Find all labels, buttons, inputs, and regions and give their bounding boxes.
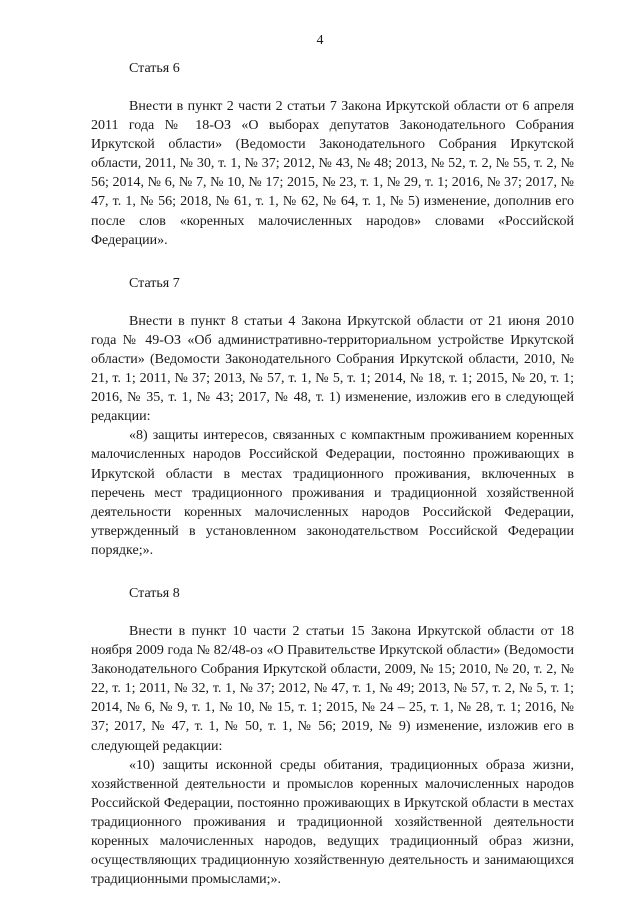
page-number: 4 xyxy=(316,33,324,48)
article-heading: Статья 8 xyxy=(129,585,180,601)
article-paragraph: Внести в пункт 2 части 2 статьи 7 Закона Иркутской области от 6 апреля 2011 года № 18-ОЗ «О выборах депутатов Законодательного Собрания Иркутской области» (Ведомости Законодательного Собрания Иркутской области, 2011, № 30, т. 1, № 37; 2012, № 43, № 48; 2013, № 52, т. 2, № 55, т. 2, № 56; 2014, № 6, № 7, № 10, № 17; 2015, № 23, т. 1, № 29, т. 1; 2016, № 37; 2017, № 47, т. 1, № 56; 2018, № 61, т. 1, № 62, № 64, т. 1, № 5) изменение, дополнив его после слов «коренных малочисленных народов» словами «Российской Федерации». xyxy=(91,99,574,248)
article-paragraph: Внести в пункт 10 части 2 статьи 15 Закона Иркутской области от 18 ноября 2009 года № 82/48-оз «О Правительстве Иркутской области» (Ведомости Законодательного Собрания Иркутской области, 2009, № 15; 2010, № 20, т. 2, № 22, т. 1; 2011, № 32, т. 1, № 37; 2012, № 47, т. 1, № 49; 2013, № 57, т. 2, № 5, т. 1; 2014, № 6, № 9, т. 1, № 10, № 15, т. 1; 2015, № 24 – 25, т. 1, № 28, т. 1; 2016, № 37; 2017, № 47, т. 1, № 50, т. 1, № 56; 2019, № 9) изменение, изложив его в следующей редакции: xyxy=(91,623,574,754)
article-paragraph: «8) защиты интересов, связанных с компактным проживанием коренных малочисленных народов Российской Федерации, постоянно проживающих в Иркутской области в местах традиционного проживания, включенных в перечень мест традиционного проживания и традиционной хозяйственной деятельности коренных малочисленных народов Российской Федерации, утвержденный в установленном законодательством Российской Федерации порядке;». xyxy=(91,428,574,558)
article-paragraph: «10) защиты исконной среды обитания, традиционных образа жизни, хозяйственной деятельности и промыслов коренных малочисленных народов Российской Федерации, постоянно проживающих в Иркутской области в местах традиционного проживания и традиционной хозяйственной деятельности коренных малочисленных народов, ведущих традиционный образ жизни, осуществляющих традиционную хозяйственную деятельность и занимающихся традиционными промыслами;». xyxy=(91,757,574,888)
article-heading: Статья 7 xyxy=(129,275,180,291)
article-paragraph: Внести в пункт 8 статьи 4 Закона Иркутской области от 21 июня 2010 года № 49-ОЗ «Об административно-территориальном устройстве Иркутской области» (Ведомости Законодательного Собрания Иркутской области, 2010, № 21, т. 1; 2011, № 37; 2013, № 57, т. 1, № 5, т. 1; 2014, № 18, т. 1; 2015, № 20, т. 1; 2016, № 35, т. 1, № 43; 2017, № 48, т. 1) изменение, изложив его в следующей редакции: xyxy=(91,313,574,425)
article-heading: Статья 6 xyxy=(129,61,180,76)
article-7 xyxy=(91,274,574,560)
document-body xyxy=(91,59,574,889)
article-6 xyxy=(91,59,574,250)
article-8 xyxy=(91,584,574,889)
